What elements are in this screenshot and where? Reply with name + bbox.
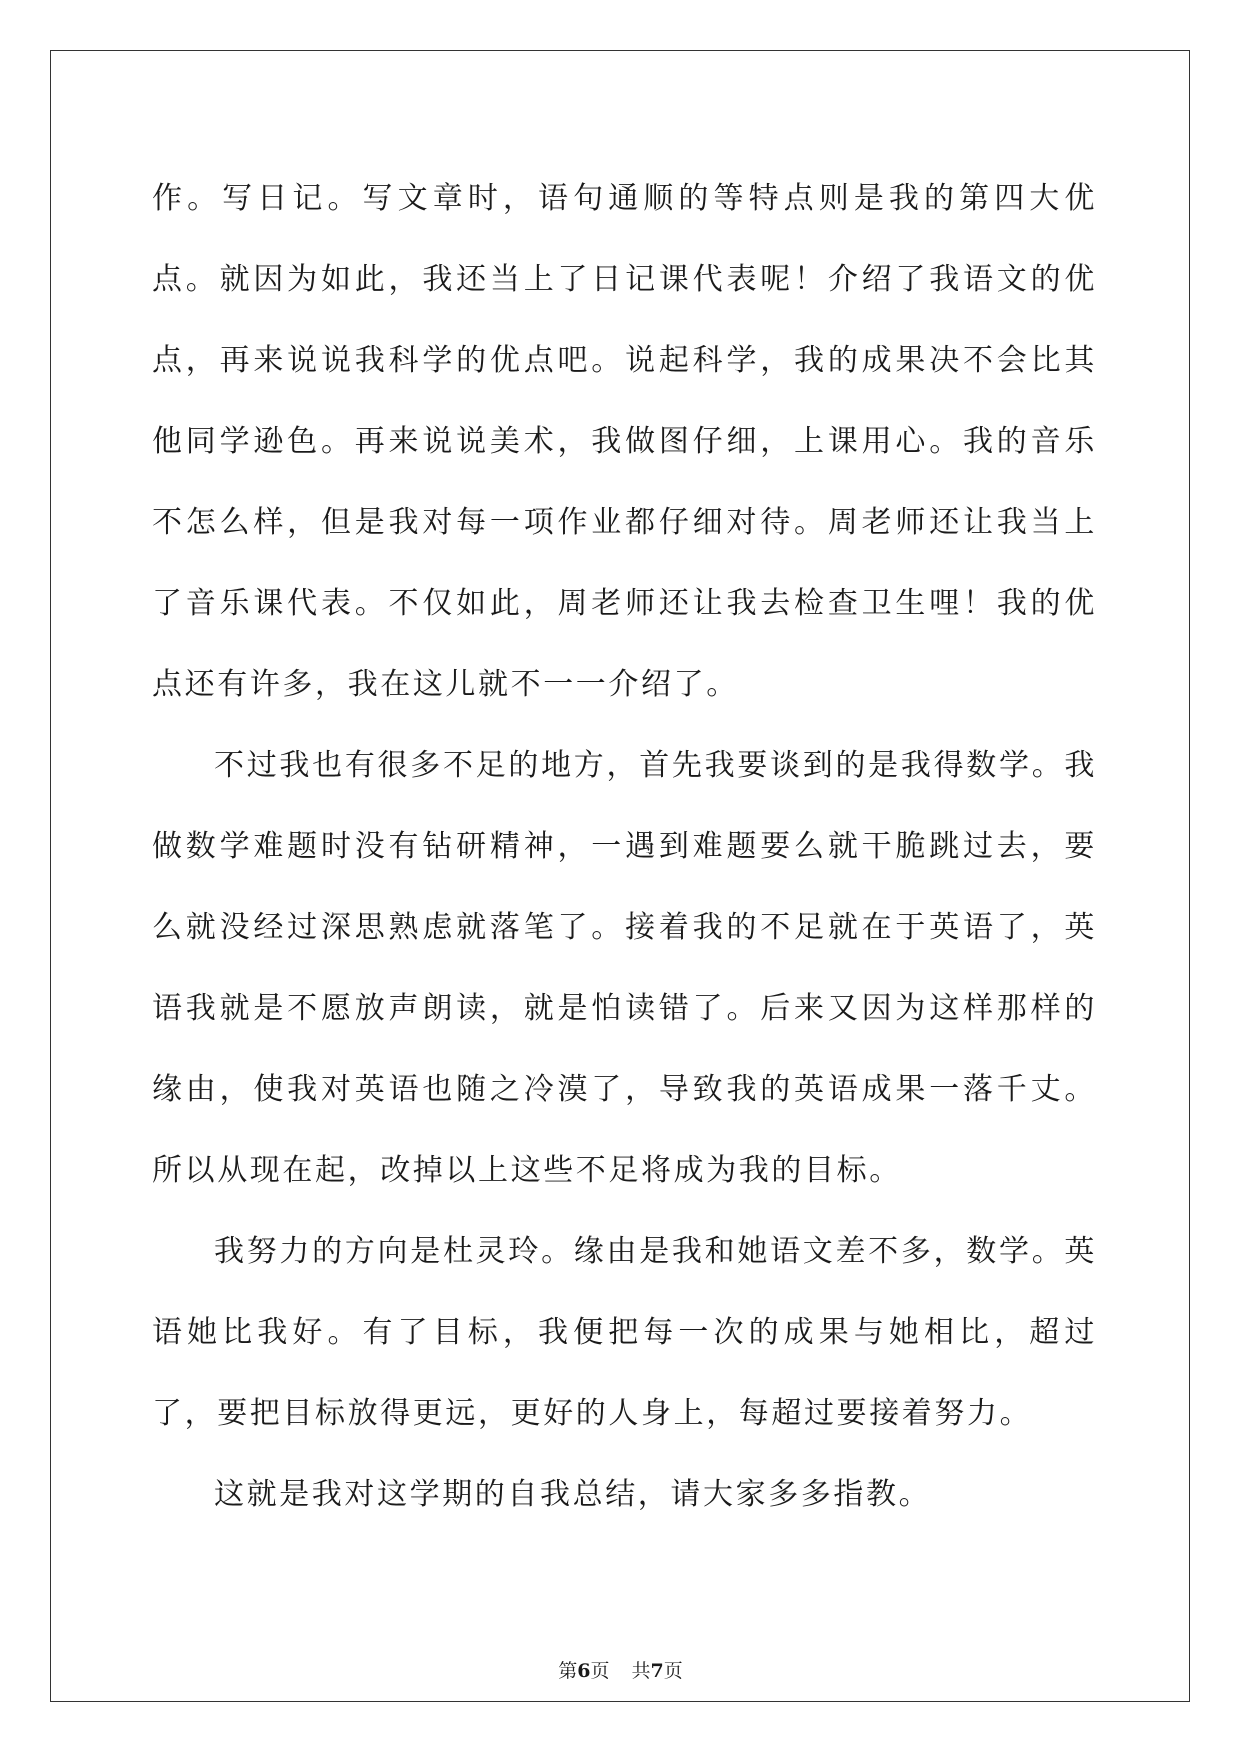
paragraph-2: 不过我也有很多不足的地方，首先我要谈到的是我得数学。我做数学难题时没有钻研精神，一遇到难题要么就干脆跳过去，要么就没经过深思熟虑就落笔了。接着我的不足就在于英语了，英语我就是不愿放声朗读，就是怕读错了。后来又因为这样那样的缘由，使我对英语也随之冷漠了，导致我的英语成果一落千丈。所以从现在起，改掉以上这些不足将成为我的目标。 [152,748,1097,1188]
total-pages-number: 7 [650,1660,664,1682]
paragraph-4: 这就是我对这学期的自我总结，请大家多多指教。 [214,1477,932,1512]
paragraph-3: 我努力的方向是杜灵玲。缘由是我和她语文差不多，数学。英语她比我好。有了目标，我便把每一次的成果与她相比，超过了，要把目标放得更远，更好的人身上，每超过要接着努力。 [152,1234,1097,1431]
paragraph-1: 作。写日记。写文章时，语句通顺的等特点则是我的第四大优点。就因为如此，我还当上了日记课代表呢！介绍了我语文的优点，再来说说我科学的优点吧。说起科学，我的成果决不会比其他同学逊色。再来说说美术，我做图仔细，上课用心。我的音乐不怎么样，但是我对每一项作业都仔细对待。周老师还让我当上了音乐课代表。不仅如此，周老师还让我去检查卫生哩！我的优点还有许多，我在这儿就不一一介绍了。 [152,181,1097,702]
total-pages-suffix: 页 [663,1660,683,1682]
total-pages-prefix: 共 [631,1660,651,1682]
page-footer [0,1656,1241,1683]
page-number-suffix: 页 [590,1660,610,1682]
page-number-prefix: 第 [558,1660,578,1682]
document-body [152,158,1097,1535]
current-page-number: 6 [577,1660,591,1682]
